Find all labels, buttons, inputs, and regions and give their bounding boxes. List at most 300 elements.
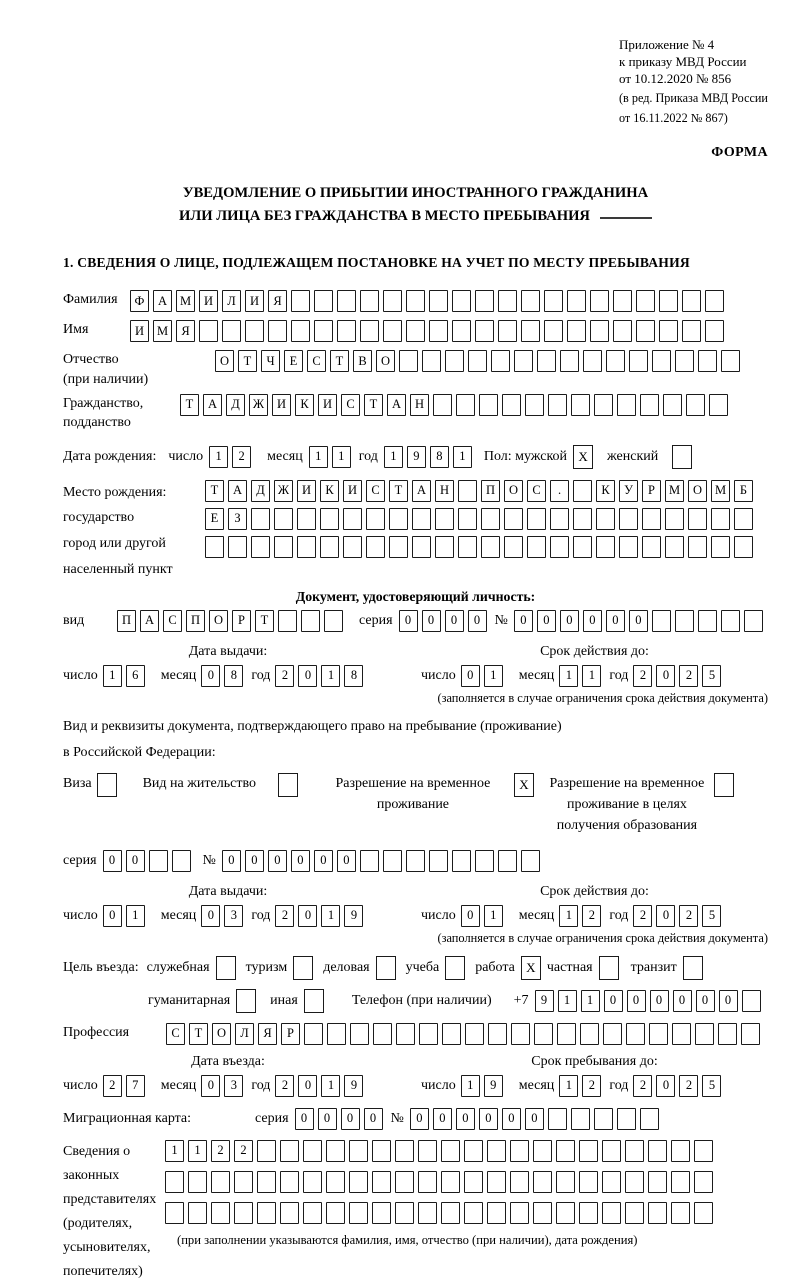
form-cell[interactable] (718, 1023, 737, 1045)
form-cell[interactable]: 1 (103, 665, 122, 687)
form-cell[interactable] (222, 320, 241, 342)
form-cell[interactable]: 2 (275, 1075, 294, 1097)
form-cell[interactable] (320, 508, 339, 530)
form-cell[interactable]: У (619, 480, 638, 502)
form-cell[interactable] (652, 610, 671, 632)
form-cell[interactable] (556, 1202, 575, 1224)
form-cell[interactable]: 0 (656, 665, 675, 687)
form-cell[interactable]: М (176, 290, 195, 312)
form-cell[interactable] (360, 850, 379, 872)
form-cell[interactable] (602, 1202, 621, 1224)
form-cell[interactable] (234, 1171, 253, 1193)
form-cell[interactable]: 1 (558, 990, 577, 1012)
form-cell[interactable]: 0 (314, 850, 333, 872)
form-cell[interactable]: 0 (318, 1108, 337, 1130)
form-cell[interactable]: 0 (479, 1108, 498, 1130)
form-cell[interactable] (350, 1023, 369, 1045)
form-cell[interactable] (464, 1171, 483, 1193)
form-cell[interactable]: 0 (201, 1075, 220, 1097)
form-cell[interactable] (734, 508, 753, 530)
form-cell[interactable]: 0 (514, 610, 533, 632)
form-cell[interactable] (652, 350, 671, 372)
form-cell[interactable] (626, 1023, 645, 1045)
form-cell[interactable] (280, 1171, 299, 1193)
form-cell[interactable] (433, 394, 452, 416)
form-cell[interactable] (665, 508, 684, 530)
form-cell[interactable] (314, 320, 333, 342)
form-cell[interactable] (441, 1171, 460, 1193)
form-cell[interactable] (671, 1140, 690, 1162)
form-cell[interactable]: Т (180, 394, 199, 416)
purpose-official-checkbox[interactable] (216, 956, 236, 980)
form-cell[interactable]: 2 (275, 665, 294, 687)
form-cell[interactable] (211, 1202, 230, 1224)
form-cell[interactable] (625, 1140, 644, 1162)
form-cell[interactable]: 2 (211, 1140, 230, 1162)
form-cell[interactable] (234, 1202, 253, 1224)
form-cell[interactable] (629, 350, 648, 372)
form-cell[interactable] (675, 610, 694, 632)
form-cell[interactable] (337, 320, 356, 342)
form-cell[interactable] (418, 1140, 437, 1162)
form-cell[interactable] (705, 290, 724, 312)
form-cell[interactable]: 2 (679, 1075, 698, 1097)
form-cell[interactable]: 0 (525, 1108, 544, 1130)
temp-residence-education-checkbox[interactable] (714, 773, 734, 797)
form-cell[interactable]: Е (205, 508, 224, 530)
form-cell[interactable]: П (481, 480, 500, 502)
form-cell[interactable] (475, 320, 494, 342)
form-cell[interactable]: 0 (268, 850, 287, 872)
form-cell[interactable]: И (130, 320, 149, 342)
form-cell[interactable] (291, 290, 310, 312)
form-cell[interactable]: А (203, 394, 222, 416)
form-cell[interactable]: 8 (344, 665, 363, 687)
form-cell[interactable] (602, 1171, 621, 1193)
form-cell[interactable]: 3 (224, 905, 243, 927)
form-cell[interactable] (533, 1140, 552, 1162)
form-cell[interactable] (412, 508, 431, 530)
form-cell[interactable]: И (297, 480, 316, 502)
form-cell[interactable] (579, 1140, 598, 1162)
form-cell[interactable]: 1 (165, 1140, 184, 1162)
form-cell[interactable] (550, 536, 569, 558)
form-cell[interactable]: Т (330, 350, 349, 372)
form-cell[interactable] (488, 1023, 507, 1045)
form-cell[interactable] (548, 394, 567, 416)
form-cell[interactable]: 0 (245, 850, 264, 872)
form-cell[interactable] (567, 290, 586, 312)
form-cell[interactable]: Я (258, 1023, 277, 1045)
form-cell[interactable] (579, 1171, 598, 1193)
form-cell[interactable]: 2 (232, 446, 251, 468)
form-cell[interactable] (590, 290, 609, 312)
sex-male-checkbox[interactable]: X (573, 445, 593, 469)
form-cell[interactable] (642, 508, 661, 530)
form-cell[interactable] (619, 536, 638, 558)
form-cell[interactable]: С (163, 610, 182, 632)
form-cell[interactable]: 2 (679, 905, 698, 927)
form-cell[interactable] (360, 320, 379, 342)
form-cell[interactable] (360, 290, 379, 312)
form-cell[interactable] (642, 536, 661, 558)
form-cell[interactable] (625, 1202, 644, 1224)
form-cell[interactable]: 1 (309, 446, 328, 468)
form-cell[interactable]: 1 (559, 905, 578, 927)
form-cell[interactable] (550, 508, 569, 530)
form-cell[interactable]: 0 (502, 1108, 521, 1130)
form-cell[interactable] (556, 1140, 575, 1162)
form-cell[interactable] (441, 1202, 460, 1224)
form-cell[interactable] (383, 290, 402, 312)
form-cell[interactable] (613, 320, 632, 342)
form-cell[interactable]: 0 (103, 905, 122, 927)
form-cell[interactable] (711, 536, 730, 558)
form-cell[interactable] (636, 320, 655, 342)
form-cell[interactable] (573, 480, 592, 502)
form-cell[interactable] (498, 320, 517, 342)
form-cell[interactable] (442, 1023, 461, 1045)
form-cell[interactable]: 1 (559, 1075, 578, 1097)
form-cell[interactable] (694, 1202, 713, 1224)
form-cell[interactable]: Т (238, 350, 257, 372)
form-cell[interactable]: Р (281, 1023, 300, 1045)
form-cell[interactable] (366, 508, 385, 530)
form-cell[interactable] (573, 536, 592, 558)
form-cell[interactable] (671, 1202, 690, 1224)
form-cell[interactable] (617, 394, 636, 416)
form-cell[interactable]: И (245, 290, 264, 312)
form-cell[interactable] (396, 1023, 415, 1045)
form-cell[interactable] (583, 350, 602, 372)
form-cell[interactable] (406, 320, 425, 342)
form-cell[interactable]: О (504, 480, 523, 502)
form-cell[interactable] (412, 536, 431, 558)
form-cell[interactable] (458, 508, 477, 530)
purpose-private-checkbox[interactable] (599, 956, 619, 980)
sex-female-checkbox[interactable] (672, 445, 692, 469)
form-cell[interactable] (537, 350, 556, 372)
form-cell[interactable]: З (228, 508, 247, 530)
form-cell[interactable] (383, 850, 402, 872)
form-cell[interactable] (619, 508, 638, 530)
form-cell[interactable] (297, 508, 316, 530)
form-cell[interactable]: 1 (321, 905, 340, 927)
form-cell[interactable]: 9 (484, 1075, 503, 1097)
form-cell[interactable]: Ж (274, 480, 293, 502)
form-cell[interactable]: 0 (719, 990, 738, 1012)
form-cell[interactable] (435, 508, 454, 530)
form-cell[interactable] (606, 350, 625, 372)
form-cell[interactable]: А (387, 394, 406, 416)
form-cell[interactable]: А (228, 480, 247, 502)
form-cell[interactable] (481, 536, 500, 558)
form-cell[interactable] (511, 1023, 530, 1045)
form-cell[interactable] (389, 536, 408, 558)
form-cell[interactable] (389, 508, 408, 530)
form-cell[interactable] (301, 610, 320, 632)
form-cell[interactable] (251, 508, 270, 530)
form-cell[interactable]: 0 (298, 905, 317, 927)
form-cell[interactable]: 0 (461, 665, 480, 687)
form-cell[interactable] (372, 1171, 391, 1193)
form-cell[interactable]: 0 (606, 610, 625, 632)
form-cell[interactable] (383, 320, 402, 342)
form-cell[interactable]: С (341, 394, 360, 416)
form-cell[interactable] (721, 610, 740, 632)
form-cell[interactable] (314, 290, 333, 312)
form-cell[interactable] (395, 1171, 414, 1193)
form-cell[interactable] (594, 394, 613, 416)
form-cell[interactable] (268, 320, 287, 342)
form-cell[interactable]: П (186, 610, 205, 632)
form-cell[interactable] (280, 1202, 299, 1224)
form-cell[interactable]: 0 (629, 610, 648, 632)
form-cell[interactable]: 0 (604, 990, 623, 1012)
form-cell[interactable] (671, 1171, 690, 1193)
residence-permit-checkbox[interactable] (278, 773, 298, 797)
form-cell[interactable]: 9 (407, 446, 426, 468)
form-cell[interactable] (504, 536, 523, 558)
form-cell[interactable] (465, 1023, 484, 1045)
form-cell[interactable] (571, 1108, 590, 1130)
form-cell[interactable] (406, 850, 425, 872)
form-cell[interactable]: М (711, 480, 730, 502)
form-cell[interactable] (711, 508, 730, 530)
form-cell[interactable] (419, 1023, 438, 1045)
purpose-humanitarian-checkbox[interactable] (236, 989, 256, 1013)
form-cell[interactable] (556, 1171, 575, 1193)
form-cell[interactable]: 0 (364, 1108, 383, 1130)
form-cell[interactable] (441, 1140, 460, 1162)
form-cell[interactable]: 0 (461, 905, 480, 927)
form-cell[interactable] (303, 1171, 322, 1193)
form-cell[interactable]: В (353, 350, 372, 372)
form-cell[interactable]: Ф (130, 290, 149, 312)
form-cell[interactable] (698, 350, 717, 372)
form-cell[interactable] (205, 536, 224, 558)
purpose-work-checkbox[interactable]: X (521, 956, 541, 980)
form-cell[interactable]: 8 (224, 665, 243, 687)
form-cell[interactable] (648, 1171, 667, 1193)
form-cell[interactable] (395, 1202, 414, 1224)
form-cell[interactable]: 2 (234, 1140, 253, 1162)
form-cell[interactable] (580, 1023, 599, 1045)
form-cell[interactable]: 0 (337, 850, 356, 872)
form-cell[interactable] (349, 1171, 368, 1193)
form-cell[interactable] (648, 1140, 667, 1162)
form-cell[interactable] (534, 1023, 553, 1045)
form-cell[interactable]: 0 (222, 850, 241, 872)
form-cell[interactable] (502, 394, 521, 416)
form-cell[interactable] (418, 1171, 437, 1193)
form-cell[interactable] (613, 290, 632, 312)
form-cell[interactable] (406, 290, 425, 312)
form-cell[interactable]: А (412, 480, 431, 502)
form-cell[interactable]: Т (364, 394, 383, 416)
form-cell[interactable] (663, 394, 682, 416)
form-cell[interactable] (274, 536, 293, 558)
form-cell[interactable]: И (343, 480, 362, 502)
form-cell[interactable] (686, 394, 705, 416)
form-cell[interactable]: 0 (583, 610, 602, 632)
form-cell[interactable] (257, 1140, 276, 1162)
form-cell[interactable] (636, 290, 655, 312)
form-cell[interactable]: 1 (581, 990, 600, 1012)
form-cell[interactable]: 2 (582, 1075, 601, 1097)
form-cell[interactable]: 0 (656, 1075, 675, 1097)
form-cell[interactable]: 5 (702, 905, 721, 927)
form-cell[interactable] (199, 320, 218, 342)
form-cell[interactable] (525, 394, 544, 416)
form-cell[interactable] (491, 350, 510, 372)
purpose-business-checkbox[interactable] (376, 956, 396, 980)
form-cell[interactable] (548, 1108, 567, 1130)
form-cell[interactable] (149, 850, 168, 872)
form-cell[interactable]: 1 (321, 665, 340, 687)
form-cell[interactable]: 0 (696, 990, 715, 1012)
form-cell[interactable]: 3 (224, 1075, 243, 1097)
form-cell[interactable] (510, 1202, 529, 1224)
form-cell[interactable] (487, 1171, 506, 1193)
form-cell[interactable] (688, 536, 707, 558)
form-cell[interactable]: М (665, 480, 684, 502)
form-cell[interactable]: 1 (582, 665, 601, 687)
form-cell[interactable] (429, 320, 448, 342)
form-cell[interactable]: 0 (126, 850, 145, 872)
form-cell[interactable]: О (209, 610, 228, 632)
form-cell[interactable] (445, 350, 464, 372)
form-cell[interactable]: 0 (673, 990, 692, 1012)
form-cell[interactable]: 1 (484, 665, 503, 687)
form-cell[interactable]: А (153, 290, 172, 312)
form-cell[interactable]: 7 (126, 1075, 145, 1097)
form-cell[interactable] (326, 1140, 345, 1162)
form-cell[interactable]: 2 (633, 905, 652, 927)
form-cell[interactable] (560, 350, 579, 372)
form-cell[interactable] (510, 1140, 529, 1162)
form-cell[interactable]: О (212, 1023, 231, 1045)
form-cell[interactable] (594, 1108, 613, 1130)
form-cell[interactable] (487, 1140, 506, 1162)
form-cell[interactable] (527, 536, 546, 558)
form-cell[interactable]: . (550, 480, 569, 502)
form-cell[interactable] (675, 350, 694, 372)
form-cell[interactable]: К (596, 480, 615, 502)
form-cell[interactable]: 1 (453, 446, 472, 468)
form-cell[interactable]: 1 (384, 446, 403, 468)
form-cell[interactable]: С (527, 480, 546, 502)
form-cell[interactable] (337, 290, 356, 312)
form-cell[interactable]: 1 (461, 1075, 480, 1097)
form-cell[interactable]: 1 (559, 665, 578, 687)
form-cell[interactable] (533, 1171, 552, 1193)
form-cell[interactable] (579, 1202, 598, 1224)
form-cell[interactable] (504, 508, 523, 530)
visa-checkbox[interactable] (97, 773, 117, 797)
form-cell[interactable]: Ж (249, 394, 268, 416)
form-cell[interactable]: 2 (582, 905, 601, 927)
form-cell[interactable] (452, 850, 471, 872)
form-cell[interactable] (659, 290, 678, 312)
form-cell[interactable]: 0 (298, 1075, 317, 1097)
form-cell[interactable]: 0 (456, 1108, 475, 1130)
form-cell[interactable] (458, 536, 477, 558)
form-cell[interactable] (326, 1202, 345, 1224)
form-cell[interactable] (665, 536, 684, 558)
form-cell[interactable]: 0 (399, 610, 418, 632)
form-cell[interactable]: К (295, 394, 314, 416)
form-cell[interactable] (303, 1140, 322, 1162)
form-cell[interactable] (422, 350, 441, 372)
form-cell[interactable]: Т (389, 480, 408, 502)
form-cell[interactable] (640, 394, 659, 416)
form-cell[interactable] (682, 290, 701, 312)
form-cell[interactable] (274, 508, 293, 530)
form-cell[interactable]: О (215, 350, 234, 372)
form-cell[interactable] (533, 1202, 552, 1224)
form-cell[interactable]: 2 (679, 665, 698, 687)
form-cell[interactable] (705, 320, 724, 342)
form-cell[interactable]: 0 (445, 610, 464, 632)
form-cell[interactable] (571, 394, 590, 416)
form-cell[interactable] (172, 850, 191, 872)
form-cell[interactable] (326, 1171, 345, 1193)
form-cell[interactable] (742, 990, 761, 1012)
form-cell[interactable]: 1 (321, 1075, 340, 1097)
form-cell[interactable] (464, 1202, 483, 1224)
form-cell[interactable]: 0 (295, 1108, 314, 1130)
form-cell[interactable] (487, 1202, 506, 1224)
form-cell[interactable] (640, 1108, 659, 1130)
form-cell[interactable] (544, 320, 563, 342)
form-cell[interactable]: И (318, 394, 337, 416)
form-cell[interactable] (682, 320, 701, 342)
form-cell[interactable] (165, 1171, 184, 1193)
form-cell[interactable] (343, 536, 362, 558)
form-cell[interactable] (373, 1023, 392, 1045)
form-cell[interactable]: 0 (656, 905, 675, 927)
form-cell[interactable]: 2 (633, 665, 652, 687)
form-cell[interactable] (698, 610, 717, 632)
form-cell[interactable]: К (320, 480, 339, 502)
form-cell[interactable]: Н (410, 394, 429, 416)
form-cell[interactable] (418, 1202, 437, 1224)
form-cell[interactable] (498, 290, 517, 312)
form-cell[interactable]: 0 (433, 1108, 452, 1130)
form-cell[interactable] (165, 1202, 184, 1224)
form-cell[interactable]: О (376, 350, 395, 372)
form-cell[interactable]: Ч (261, 350, 280, 372)
form-cell[interactable]: 0 (468, 610, 487, 632)
form-cell[interactable] (498, 850, 517, 872)
form-cell[interactable] (521, 320, 540, 342)
form-cell[interactable]: 0 (422, 610, 441, 632)
form-cell[interactable]: 0 (298, 665, 317, 687)
form-cell[interactable]: 9 (535, 990, 554, 1012)
form-cell[interactable] (695, 1023, 714, 1045)
form-cell[interactable] (452, 320, 471, 342)
form-cell[interactable]: Д (251, 480, 270, 502)
form-cell[interactable] (188, 1202, 207, 1224)
form-cell[interactable] (429, 850, 448, 872)
form-cell[interactable] (481, 508, 500, 530)
form-cell[interactable] (744, 610, 763, 632)
form-cell[interactable] (625, 1171, 644, 1193)
form-cell[interactable] (603, 1023, 622, 1045)
form-cell[interactable] (188, 1171, 207, 1193)
form-cell[interactable] (452, 290, 471, 312)
